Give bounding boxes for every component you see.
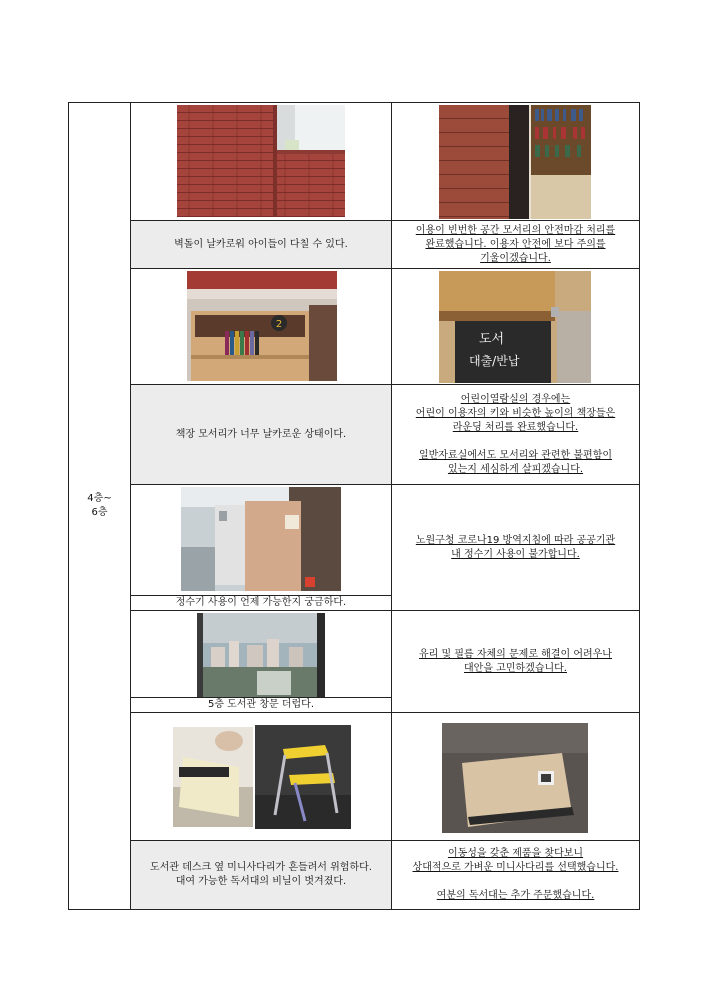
new-reading-stand-photo xyxy=(442,723,588,833)
photo-cell xyxy=(131,103,392,221)
shelf-badge-text: 2 xyxy=(275,319,283,330)
photo-cell xyxy=(131,611,392,713)
response-text: 이동성을 갖춘 제품을 찾다보니 상대적으로 가벼운 미니사다리를 선택했습니다. 여분의 독서대는 추가 주문했습니다. xyxy=(392,841,640,910)
issue-text: 도서관 데스크 옆 미니사다리가 흔들려서 위험하다. 대여 가능한 독서대의 비닐이 벗겨졌다. xyxy=(131,841,392,910)
reading-stand-photo xyxy=(173,727,253,827)
sign-text-bottom: 대출/반납 xyxy=(469,354,520,368)
photo-cell xyxy=(392,713,640,841)
desk-corner-photo xyxy=(439,271,591,383)
sign-text-top: 도서 xyxy=(479,332,505,347)
floor-label: 4층~ 6층 xyxy=(69,103,131,910)
photo-cell xyxy=(392,103,640,221)
photo-cell xyxy=(131,269,392,385)
issue-caption: 정수기 사용이 언제 가능한지 궁금하다. xyxy=(131,595,391,610)
water-purifier-photo xyxy=(181,487,341,591)
photo-cell xyxy=(131,485,392,611)
window-photo xyxy=(197,613,325,697)
bookshelf-photo xyxy=(187,271,337,381)
photo-cell xyxy=(131,713,392,841)
response-text: 노원구청 코로나19 방역지침에 따라 공공기관 내 정수기 사용이 불가합니다. xyxy=(392,485,640,611)
photo-cell xyxy=(392,269,640,385)
response-text: 이용이 빈번한 공간 모서리의 안전마감 처리를 완료했습니다. 이용자 안전에 보다 주의를 기울이겠습니다. xyxy=(392,221,640,269)
response-text: 어린이열람실의 경우에는 어린이 이용자의 키와 비슷한 높이의 책장들은 라운딩 처리를 완료했습니다. 일반자료실에서도 모서리와 관련한 불편함이 있는지 세심하게 살피겠습니다. xyxy=(392,385,640,485)
brick-corner-photo xyxy=(439,105,591,219)
brick-wall-photo xyxy=(177,105,345,217)
feedback-table xyxy=(68,102,640,910)
issue-text: 책장 모서리가 너무 날카로운 상태이다. xyxy=(131,385,392,485)
issue-caption: 5층 도서관 창문 더럽다. xyxy=(131,697,391,712)
mini-ladder-photo xyxy=(255,725,351,829)
issue-text: 벽돌이 날카로워 아이들이 다칠 수 있다. xyxy=(131,221,392,269)
response-text: 유리 및 필름 자체의 문제로 해결이 어려우나 대안을 고민하겠습니다. xyxy=(392,611,640,713)
